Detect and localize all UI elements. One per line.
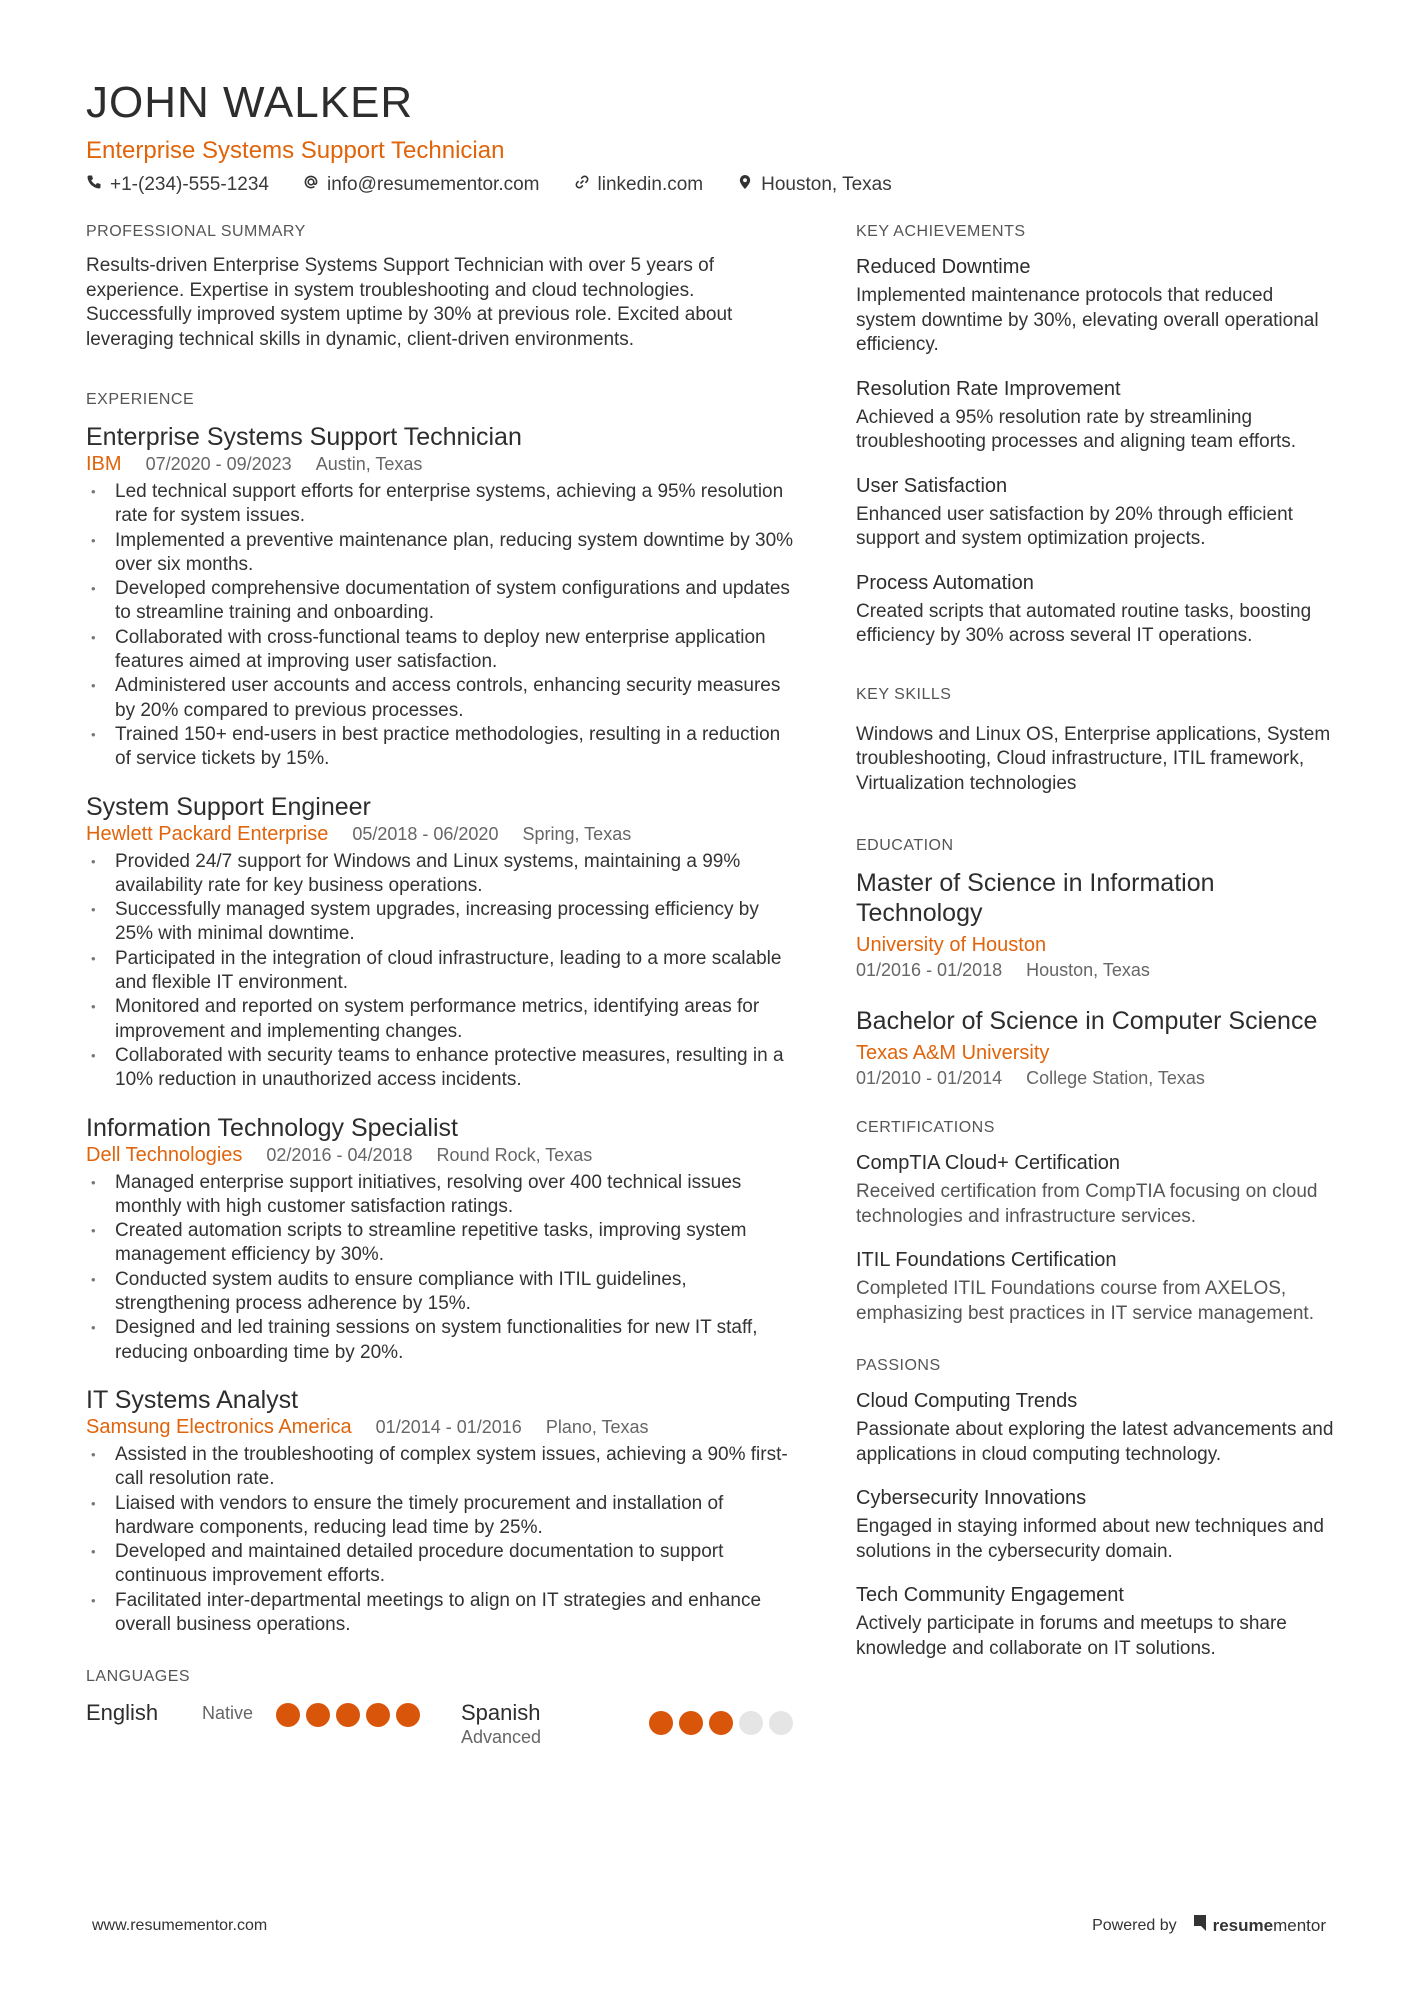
- phone-icon: [86, 172, 102, 198]
- job-bullet: • Created automation scripts to streamline repetitive tasks, improving system management efficiency by 30%.: [86, 1219, 798, 1268]
- job-bullet: • Developed comprehensive documentation of system configurations and updates to streamline training and onboarding.: [86, 577, 798, 626]
- job-bullet: • Liaised with vendors to ensure the timely procurement and installation of hardware components, reducing lead time by 25%.: [86, 1492, 798, 1541]
- language-rating: [649, 1711, 793, 1735]
- certifications-item: [856, 1150, 1338, 1229]
- brand-name-bold: resume: [1212, 1915, 1274, 1935]
- contact-location: [737, 172, 892, 198]
- rating-dot-filled: [336, 1703, 360, 1727]
- job-bullets: [86, 480, 798, 772]
- achievements-desc: Enhanced user satisfaction by 20% through efficient support and system optimization projects.: [856, 503, 1293, 549]
- language-list: [86, 1699, 798, 1747]
- language-english: [86, 1699, 461, 1727]
- rating-dot-filled: [276, 1703, 300, 1727]
- job-entry: [86, 792, 798, 1093]
- rating-dot-filled: [649, 1711, 673, 1735]
- education-dates: 01/2016 - 01/2018: [856, 960, 1003, 980]
- job-bullet: • Trained 150+ end-users in best practice methodologies, resulting in a reduction of service tickets by 15%.: [86, 723, 798, 772]
- summary-text: Results-driven Enterprise Systems Support Technician with over 5 years of experience. Expertise in system troubleshooting and cloud technologies. Successfully improved system uptime by 30% at previous role. Excited about leveraging technical skills in dynamic, client-driven environments.: [86, 255, 733, 350]
- certifications-item: [856, 1247, 1338, 1326]
- education-dates: 01/2010 - 01/2014: [856, 1068, 1003, 1088]
- achievements-title: Reduced Downtime: [856, 256, 1031, 278]
- school-name: University of Houston: [856, 934, 1047, 956]
- job-meta: [86, 822, 798, 846]
- experience-section: [86, 390, 798, 1637]
- job-location: Plano, Texas: [545, 1416, 649, 1437]
- candidate-role: Enterprise Systems Support Technician: [86, 137, 505, 164]
- linkedin-text: linkedin.com: [597, 174, 704, 195]
- passions-title: Cloud Computing Trends: [856, 1390, 1078, 1412]
- education-meta: [856, 1066, 1338, 1090]
- passions-title: Tech Community Engagement: [856, 1584, 1124, 1606]
- certifications-title: CompTIA Cloud+ Certification: [856, 1152, 1121, 1174]
- passions-desc: Passionate about exploring the latest advancements and applications in cloud computing technology.: [856, 1419, 1334, 1465]
- degree-title: Master of Science in Information Technology: [856, 869, 1215, 927]
- section-title: CERTIFICATIONS: [856, 1119, 995, 1136]
- left-column: [86, 222, 798, 1785]
- job-bullets: [86, 1443, 798, 1637]
- language-level: Native: [202, 1703, 254, 1724]
- education-list: [856, 868, 1338, 1090]
- section-title: PROFESSIONAL SUMMARY: [86, 223, 306, 240]
- job-bullet: • Facilitated inter-departmental meetings to align on IT strategies and enhance overall business operations.: [86, 1589, 798, 1638]
- footer-website[interactable]: www.resumementor.com: [92, 1916, 268, 1934]
- section-title: PASSIONS: [856, 1357, 941, 1374]
- certification-list: [856, 1150, 1338, 1326]
- location-text: Houston, Texas: [761, 174, 892, 195]
- resume-header: [86, 78, 1326, 198]
- at-icon: [303, 172, 319, 198]
- passions-item: [856, 1582, 1338, 1661]
- passions-item: [856, 1485, 1338, 1564]
- job-dates: 01/2014 - 01/2016: [375, 1416, 522, 1437]
- job-bullet: • Provided 24/7 support for Windows and Linux systems, maintaining a 99% availability rate for key business operations.: [86, 850, 798, 899]
- achievements-desc: Achieved a 95% resolution rate by streamlining troubleshooting processes and aligning team efforts.: [856, 406, 1297, 452]
- job-bullet: • Administered user accounts and access controls, enhancing security measures by 20% compared to previous processes.: [86, 674, 798, 723]
- rating-dot-filled: [709, 1711, 733, 1735]
- phone-text: +1-(234)-555-1234: [110, 174, 269, 195]
- brand-name-rest: mentor: [1273, 1915, 1326, 1935]
- location-pin-icon: [737, 172, 753, 198]
- page-footer: [92, 1914, 1326, 1937]
- rating-dot-filled: [679, 1711, 703, 1735]
- job-bullet: • Collaborated with cross-functional teams to deploy new enterprise application features aimed at improving user satisfaction.: [86, 626, 798, 675]
- education-location: College Station, Texas: [1026, 1068, 1205, 1088]
- education-entry: [856, 1006, 1338, 1090]
- link-icon: [574, 172, 590, 198]
- passions-title: Cybersecurity Innovations: [856, 1487, 1087, 1509]
- job-bullet: • Monitored and reported on system performance metrics, identifying areas for improvement and implementing changes.: [86, 995, 798, 1044]
- job-bullet: • Assisted in the troubleshooting of complex system issues, achieving a 90% first-call resolution rate.: [86, 1443, 798, 1492]
- rating-dot-filled: [396, 1703, 420, 1727]
- achievements-desc: Created scripts that automated routine tasks, boosting efficiency by 30% across several IT operations.: [856, 600, 1312, 646]
- rating-dot-filled: [306, 1703, 330, 1727]
- section-title: KEY SKILLS: [856, 685, 952, 703]
- language-spanish: [461, 1699, 793, 1747]
- achievements-title: User Satisfaction: [856, 474, 1008, 497]
- achievements-section: [856, 222, 1338, 649]
- job-meta: [86, 1143, 798, 1167]
- company-name: IBM: [86, 453, 122, 475]
- job-dates: 02/2016 - 04/2018: [266, 1144, 413, 1165]
- language-name-block: [461, 1699, 649, 1747]
- passions-section: [856, 1356, 1338, 1661]
- achievements-item: [856, 376, 1338, 455]
- section-title: EDUCATION: [856, 837, 954, 854]
- passions-item: [856, 1388, 1338, 1467]
- candidate-name: JOHN WALKER: [86, 78, 414, 127]
- job-title: Information Technology Specialist: [86, 1113, 458, 1142]
- achievements-item: [856, 473, 1338, 552]
- job-entry: [86, 1113, 798, 1365]
- education-meta: [856, 958, 1338, 982]
- job-bullet: • Led technical support efforts for enterprise systems, achieving a 95% resolution rate for system issues.: [86, 480, 798, 529]
- job-bullet: • Designed and led training sessions on system functionalities for new IT staff, reducing onboarding time by 20%.: [86, 1316, 798, 1365]
- job-entry: [86, 422, 798, 772]
- section-title: EXPERIENCE: [86, 391, 195, 408]
- email-text: info@resumementor.com: [326, 174, 540, 195]
- degree-title: Bachelor of Science in Computer Science: [856, 1007, 1318, 1035]
- company-name: Hewlett Packard Enterprise: [86, 822, 329, 845]
- languages-section: [86, 1667, 798, 1747]
- skills-text: Windows and Linux OS, Enterprise applications, System troubleshooting, Cloud infrastructure, ITIL framework, Virtualization technologies: [856, 723, 1331, 794]
- job-meta: [86, 452, 798, 476]
- powered-by: [1092, 1914, 1326, 1937]
- job-list: [86, 422, 798, 1637]
- job-bullet: • Implemented a preventive maintenance plan, reducing system downtime by 30% over six months.: [86, 529, 798, 578]
- certifications-desc: Completed ITIL Foundations course from AXELOS, emphasizing best practices in IT service management.: [856, 1278, 1314, 1324]
- certifications-title: ITIL Foundations Certification: [856, 1249, 1117, 1271]
- section-title: KEY ACHIEVEMENTS: [856, 223, 1026, 240]
- powered-by-label: Powered by: [1092, 1916, 1177, 1934]
- company-name: Dell Technologies: [86, 1143, 243, 1166]
- certifications-desc: Received certification from CompTIA focusing on cloud technologies and infrastructure services.: [856, 1181, 1318, 1227]
- rating-dot-empty: [739, 1711, 763, 1735]
- contact-phone: [86, 172, 269, 198]
- achievements-title: Process Automation: [856, 571, 1034, 594]
- job-title: Enterprise Systems Support Technician: [86, 423, 522, 451]
- certifications-section: [856, 1118, 1338, 1326]
- job-bullet: • Collaborated with security teams to enhance protective measures, resulting in a 10% reduction in unauthorized access incidents.: [86, 1044, 798, 1093]
- contact-email[interactable]: [303, 172, 540, 198]
- job-dates: 07/2020 - 09/2023: [145, 454, 292, 474]
- achievements-desc: Implemented maintenance protocols that reduced system downtime by 30%, elevating overall operational efficiency.: [856, 285, 1319, 355]
- brand-mark-icon: [1193, 1914, 1207, 1937]
- job-title: System Support Engineer: [86, 792, 371, 821]
- company-name: Samsung Electronics America: [86, 1415, 352, 1438]
- achievement-list: [856, 254, 1338, 649]
- job-location: Austin, Texas: [315, 454, 423, 474]
- rating-dot-empty: [769, 1711, 793, 1735]
- language-name: Spanish: [461, 1700, 541, 1726]
- achievements-item: [856, 570, 1338, 649]
- job-meta: [86, 1415, 798, 1439]
- section-title: LANGUAGES: [86, 1668, 191, 1686]
- education-entry: [856, 868, 1338, 982]
- school-name: Texas A&M University: [856, 1042, 1050, 1064]
- passion-list: [856, 1388, 1338, 1661]
- language-name: English: [86, 1700, 159, 1726]
- contact-linkedin[interactable]: [574, 172, 704, 198]
- passions-desc: Engaged in staying informed about new techniques and solutions in the cybersecurity domain.: [856, 1516, 1324, 1562]
- education-location: Houston, Texas: [1026, 960, 1150, 980]
- job-bullet: • Conducted system audits to ensure compliance with ITIL guidelines, strengthening process adherence by 15%.: [86, 1268, 798, 1317]
- job-bullet: • Managed enterprise support initiatives, resolving over 400 technical issues monthly with high customer satisfaction ratings.: [86, 1171, 798, 1220]
- achievements-title: Resolution Rate Improvement: [856, 377, 1121, 400]
- job-location: Round Rock, Texas: [436, 1144, 593, 1165]
- skills-section: [856, 685, 1338, 797]
- right-column: [856, 222, 1338, 1699]
- job-location: Spring, Texas: [522, 823, 632, 844]
- job-bullets: [86, 850, 798, 1093]
- education-section: [856, 836, 1338, 1090]
- passions-desc: Actively participate in forums and meetups to share knowledge and collaborate on IT solutions.: [856, 1613, 1287, 1659]
- job-entry: [86, 1385, 798, 1637]
- job-title: IT Systems Analyst: [86, 1385, 299, 1414]
- job-bullet: • Developed and maintained detailed procedure documentation to support continuous improvement efforts.: [86, 1540, 798, 1589]
- contact-bar: [86, 172, 1326, 198]
- rating-dot-filled: [366, 1703, 390, 1727]
- job-bullet: • Successfully managed system upgrades, increasing processing efficiency by 25% with minimal downtime.: [86, 898, 798, 947]
- language-rating: [276, 1703, 420, 1727]
- brand-logo[interactable]: [1193, 1914, 1326, 1937]
- achievements-item: [856, 254, 1338, 358]
- language-level: Advanced: [461, 1727, 542, 1748]
- summary-section: [86, 222, 798, 352]
- job-dates: 05/2018 - 06/2020: [352, 823, 499, 844]
- job-bullet: • Participated in the integration of cloud infrastructure, leading to a more scalable and flexible IT environment.: [86, 947, 798, 996]
- job-bullets: [86, 1171, 798, 1365]
